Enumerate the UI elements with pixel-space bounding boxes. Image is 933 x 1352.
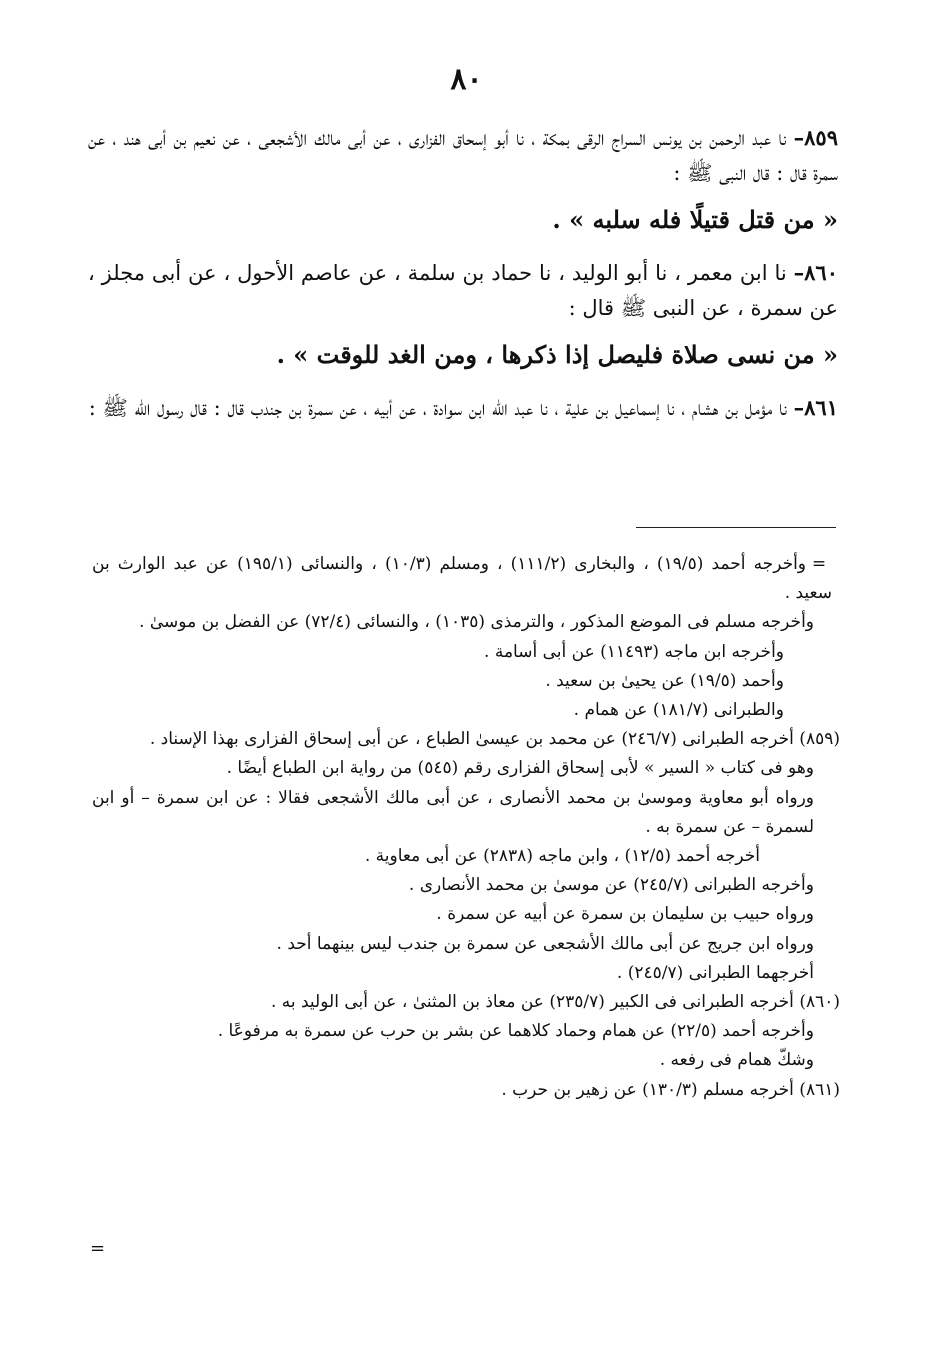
- main-text: [88, 120, 838, 426]
- hadith-number: ٨٦١–: [793, 395, 838, 420]
- footnote-line: وأخرجه ابن ماجه (١١٤٩٣) عن أبى أسامة .: [484, 641, 784, 662]
- footnote-separator: [636, 527, 836, 528]
- hadith-matn: « من نسى صلاة فليصل إذا ذكرها ، ومن الغد للوقت » .: [276, 340, 838, 369]
- hadith-861: [88, 390, 838, 426]
- hadith-860: [88, 255, 838, 326]
- footnote-line: وأخرجه مسلم فى الموضع المذكور ، والترمذى (١٠٣٥) ، والنسائى (٧٢/٤) عن الفضل بن موسىٰ .: [139, 612, 814, 633]
- footnote-line: وأحمد (١٩/٥) عن يحيىٰ بن سعيد .: [545, 670, 784, 691]
- hadith-isnad: نا مؤمل بن هشام ، نا إسماعيل بن علية ، نا عبد الله ابن سوادة ، عن أبيه ، عن سمرة بن جندب قال : قال رسول الله ﷺ :: [88, 396, 794, 420]
- hadith-number: ٨٦٠–: [793, 260, 838, 285]
- footnote-line: والطبرانى (١٨١/٧) عن همام .: [573, 700, 784, 721]
- page-end-continuation-mark: =: [90, 1238, 106, 1259]
- footnote-861: (٨٦١) أخرجه مسلم (١٣٠/٣) عن زهير بن حرب .: [501, 1079, 840, 1100]
- footnotes: [92, 550, 840, 1105]
- hadith-isnad: نا ابن معمر ، نا أبو الوليد ، نا حماد بن سلمة ، عن عاصم الأحول ، عن أبى مجلز ، عن سمرة ، عن النبى ﷺ قال :: [88, 261, 838, 320]
- hadith-859: [88, 120, 838, 191]
- footnote-line: وأخرجه أحمد (٢٢/٥) عن همام وحماد كلاهما عن بشر بن حرب عن سمرة به مرفوعًا .: [217, 1021, 814, 1042]
- footnote-line: وهو فى كتاب « السير » لأبى إسحاق الفزارى رقم (٥٤٥) من رواية ابن الطباع أيضًا .: [226, 758, 814, 779]
- hadith-matn: « من قتل قتيلًا فله سلبه » .: [552, 205, 838, 234]
- continuation-mark: =: [811, 554, 827, 574]
- footnote-line: ورواه ابن جريج عن أبى مالك الأشجعى عن سمرة بن جندب ليس بينهما أحد .: [276, 933, 814, 954]
- footnote-860: (٨٦٠) أخرجه الطبرانى فى الكبير (٢٣٥/٧) عن معاذ بن المثنىٰ ، عن أبى الوليد به .: [270, 992, 840, 1013]
- footnote-line: أخرجه أحمد (١٢/٥) ، وابن ماجه (٢٨٣٨) عن أبى معاوية .: [364, 846, 760, 867]
- footnote-line: أخرجهما الطبرانى (٢٤٥/٧) .: [616, 962, 814, 983]
- footnote-line: ورواه حبيب بن سليمان بن سمرة عن أبيه عن سمرة .: [436, 904, 814, 925]
- footnote-line: =وأخرجه أحمد (١٩/٥) ، والبخارى (١١١/٢) ، ومسلم (١٠/٣) ، والنسائى (١٩٥/١) عن عبد الوارث بن سعيد .: [92, 550, 840, 608]
- hadith-isnad: نا عبد الرحمن بن يونس السراج الرقى بمكة ، نا أبو إسحاق الفزارى ، عن أبى مالك الأشجعى ، عن نعيم بن أبى هند ، عن سمرة قال : قال النبى ﷺ :: [88, 126, 838, 185]
- hadith-number: ٨٥٩–: [793, 125, 838, 150]
- footnote-859: (٨٥٩) أخرجه الطبرانى (٢٤٦/٧) عن محمد بن عيسىٰ الطباع ، عن أبى إسحاق الفزارى بهذا الإسناد .: [149, 729, 840, 750]
- footnote-line: وأخرجه الطبرانى (٢٤٥/٧) عن موسىٰ بن محمد الأنصارى .: [408, 875, 814, 896]
- page-number: ٨٠: [450, 62, 483, 97]
- footnote-line: وشكّ همام فى رفعه .: [659, 1050, 814, 1071]
- footnote-line: ورواه أبو معاوية وموسىٰ بن محمد الأنصارى ، عن أبى مالك الأشجعى فقالا : عن ابن سمرة – أو ابن لسمرة – عن سمرة به .: [92, 787, 814, 837]
